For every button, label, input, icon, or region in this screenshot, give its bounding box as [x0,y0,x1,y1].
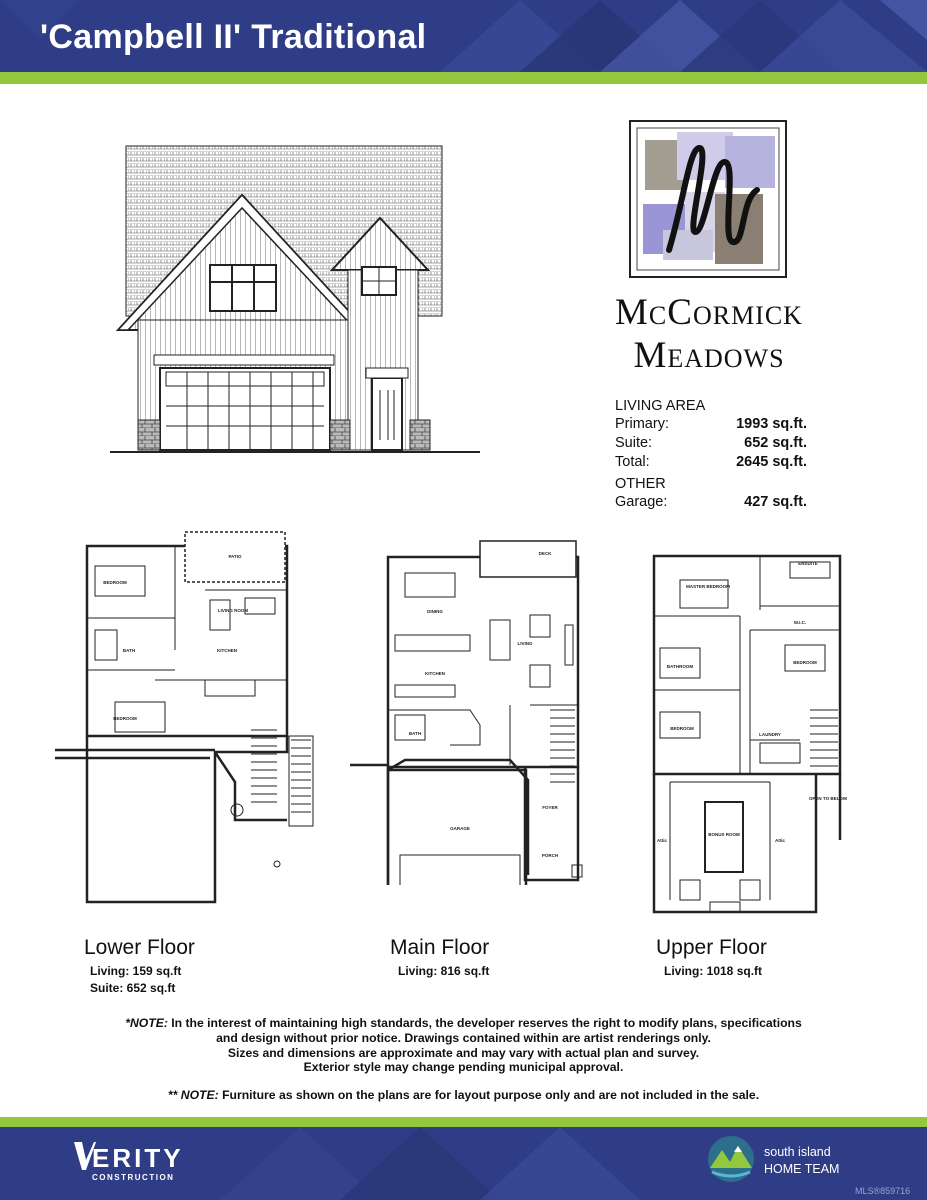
room-label: BEDROOM [793,660,817,665]
verity-subtitle: CONSTRUCTION [92,1173,175,1182]
room-label: LIVING [517,641,533,646]
furniture-note [60,1088,867,1102]
area-value: 1993 sq.ft. [736,416,807,432]
room-label: OPEN TO BELOW [808,796,848,801]
lower-floor-living: Living: 159 sq.ft [90,964,182,978]
footer-accent-stripe [0,1117,927,1127]
team-name-line2: HOME TEAM [764,1162,840,1176]
house-elevation-drawing [110,140,480,460]
room-label: BATHROOM [666,664,694,669]
team-name-line1: south island [764,1145,831,1159]
disclaimer-note-line3: Sizes and dimensions are approximate and may vary with actual plan and survey. [227,1046,700,1060]
lower-floor-title: Lower Floor [84,936,195,959]
living-area-heading: LIVING AREA [615,398,706,414]
upper-floor-title: Upper Floor [656,936,767,959]
main-floor-plan [350,535,590,885]
header-accent-stripe [0,72,927,84]
area-value: 427 sq.ft. [744,494,807,510]
room-label: BEDROOM [670,726,694,731]
area-value: 652 sq.ft. [744,435,807,451]
room-label: KITCHEN [425,671,445,676]
brand-name-line1: McCormick [615,292,803,333]
area-label: Primary: [615,416,669,432]
main-floor-title: Main Floor [390,936,490,959]
note-text: Furniture as shown on the plans are for layout purpose only and are not included in the sale. [218,1088,760,1102]
room-label: DINING [427,609,443,614]
home-team-mountain-icon [706,1134,756,1184]
other-heading: OTHER [615,476,666,492]
note-text: In the interest of maintaining high standards, the developer reserves the right to modify plans, specifications [167,1016,802,1030]
room-label: BONUS ROOM [708,832,740,837]
room-label: BATH [408,731,422,736]
room-label: LIVING ROOM [217,608,249,613]
area-label: Garage: [615,494,668,510]
room-label: W.I.C. [793,620,807,625]
room-label: PATIO [228,554,242,559]
page-title: 'Campbell II' Traditional [40,18,427,56]
room-label: Attic [775,838,785,843]
note-prefix: ** NOTE: [167,1088,219,1102]
lower-floor-suite: Suite: 652 sq.ft [90,981,176,995]
room-label: FOYER [542,805,558,810]
room-label: ENSUITE [798,561,818,566]
upper-floor-living: Living: 1018 sq.ft [664,964,763,978]
upper-floor-plan [640,540,850,925]
mls-number: MLS®859716 [855,1186,911,1196]
note-prefix: *NOTE: [125,1016,168,1030]
disclaimer-note-line2: and design without prior notice. Drawings contained within are artist renderings only. [216,1031,711,1045]
lower-floor-plan [55,530,315,915]
main-floor-living: Living: 816 sq.ft [398,964,490,978]
room-label: MASTER BEDROOM [686,584,730,589]
mccormick-meadows-logo [629,120,787,278]
room-label: BEDROOM [113,716,137,721]
room-label: PORCH [541,853,559,858]
room-label: LAUNDRY [759,732,781,737]
room-label: BEDROOM [103,580,127,585]
verity-wordmark: ERITY [92,1143,184,1173]
room-label: Attic [657,838,667,843]
room-label: DECK [538,551,552,556]
area-label: Total: [615,454,650,470]
room-label: BATH [122,648,136,653]
area-label: Suite: [615,435,653,451]
area-value: 2645 sq.ft. [736,454,807,470]
disclaimer-note-line1 [60,1016,867,1030]
brand-name-line2: Meadows [633,335,785,376]
disclaimer-note-line4: Exterior style may change pending municipal approval. [303,1060,624,1074]
room-label: KITCHEN [217,648,237,653]
room-label: GARAGE [450,826,470,831]
